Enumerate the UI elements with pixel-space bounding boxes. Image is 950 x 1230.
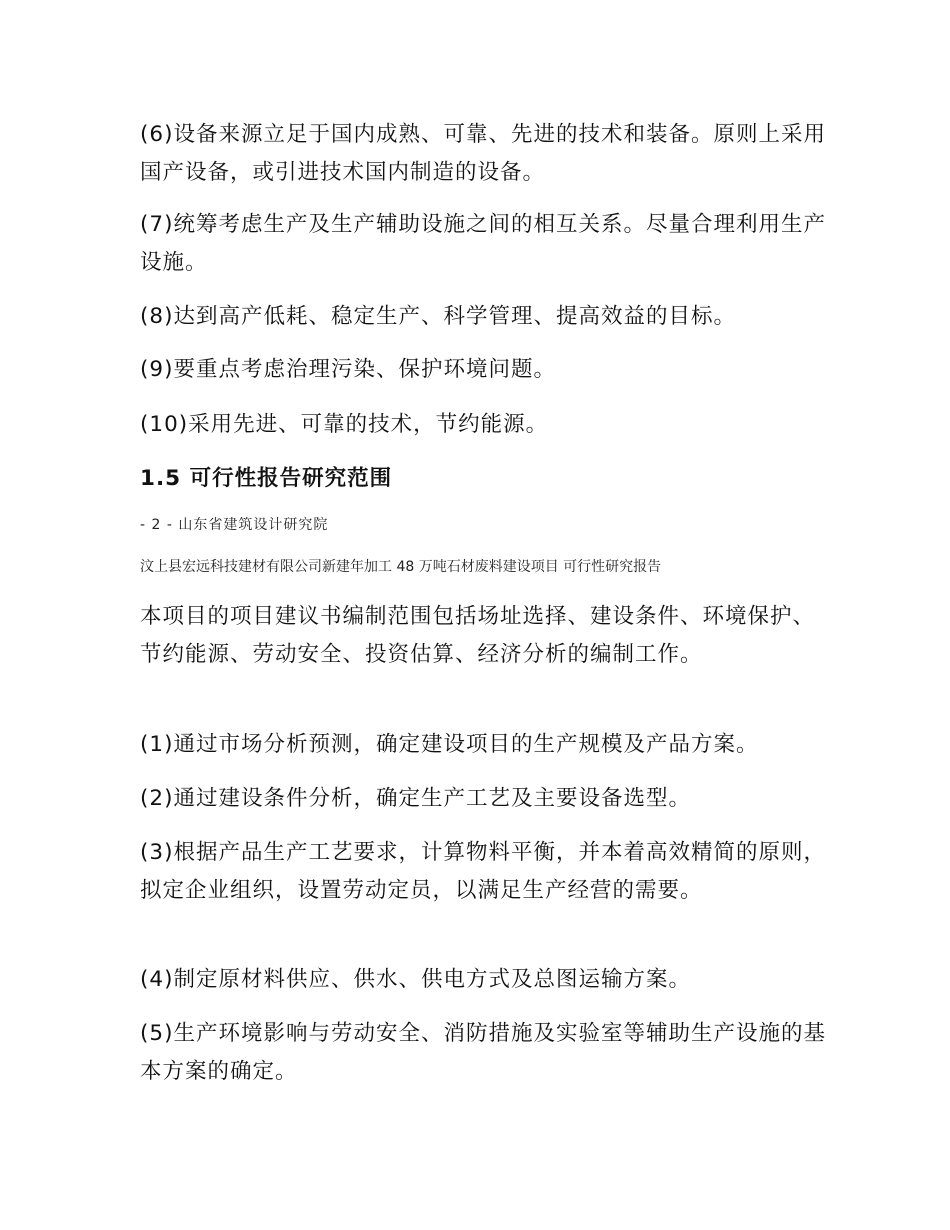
page-header: 汶上县宏远科技建材有限公司新建年加工 48 万吨石材废料建设项目 可行性研究报告 [140, 559, 662, 575]
paragraph-item-2: (2)通过建设条件分析，确定生产工艺及主要设备选型。 [140, 786, 691, 811]
paragraph-item-5: (5)生产环境影响与劳动安全、消防措施及实验室等辅助生产设施的基本方案的确定。 [140, 1021, 826, 1084]
paragraph-item-6: (6)设备来源立足于国内成熟、可靠、先进的技术和装备。原则上采用国产设备，或引进技术国内制造的设备。 [140, 122, 826, 185]
paragraph-item-8: (8)达到高产低耗、稳定生产、科学管理、提高效益的目标。 [140, 304, 736, 329]
paragraph-item-7: (7)统筹考虑生产及生产辅助设施之间的相互关系。尽量合理利用生产设施。 [140, 212, 826, 275]
paragraph-item-1: (1)通过市场分析预测，确定建设项目的生产规模及产品方案。 [140, 732, 759, 757]
paragraph-item-3: (3)根据产品生产工艺要求，计算物料平衡，并本着高效精简的原则，拟定企业组织，设置劳动定员，以满足生产经营的需要。 [140, 840, 826, 903]
paragraph-item-9: (9)要重点考虑治理污染、保护环境问题。 [140, 357, 556, 382]
paragraph-scope-intro: 本项目的项目建议书编制范围包括场址选择、建设条件、环境保护、节约能源、劳动安全、投资估算、经济分析的编制工作。 [140, 604, 816, 667]
paragraph-item-10: (10)采用先进、可靠的技术，节约能源。 [140, 412, 549, 437]
section-title: 可行性报告研究范围 [189, 466, 393, 491]
page-footer: - 2 - 山东省建筑设计研究院 [140, 517, 329, 533]
paragraph-item-4: (4)制定原材料供应、供水、供电方式及总图运输方案。 [140, 967, 691, 992]
section-heading [140, 464, 392, 494]
section-number: 1.5 [140, 466, 182, 491]
